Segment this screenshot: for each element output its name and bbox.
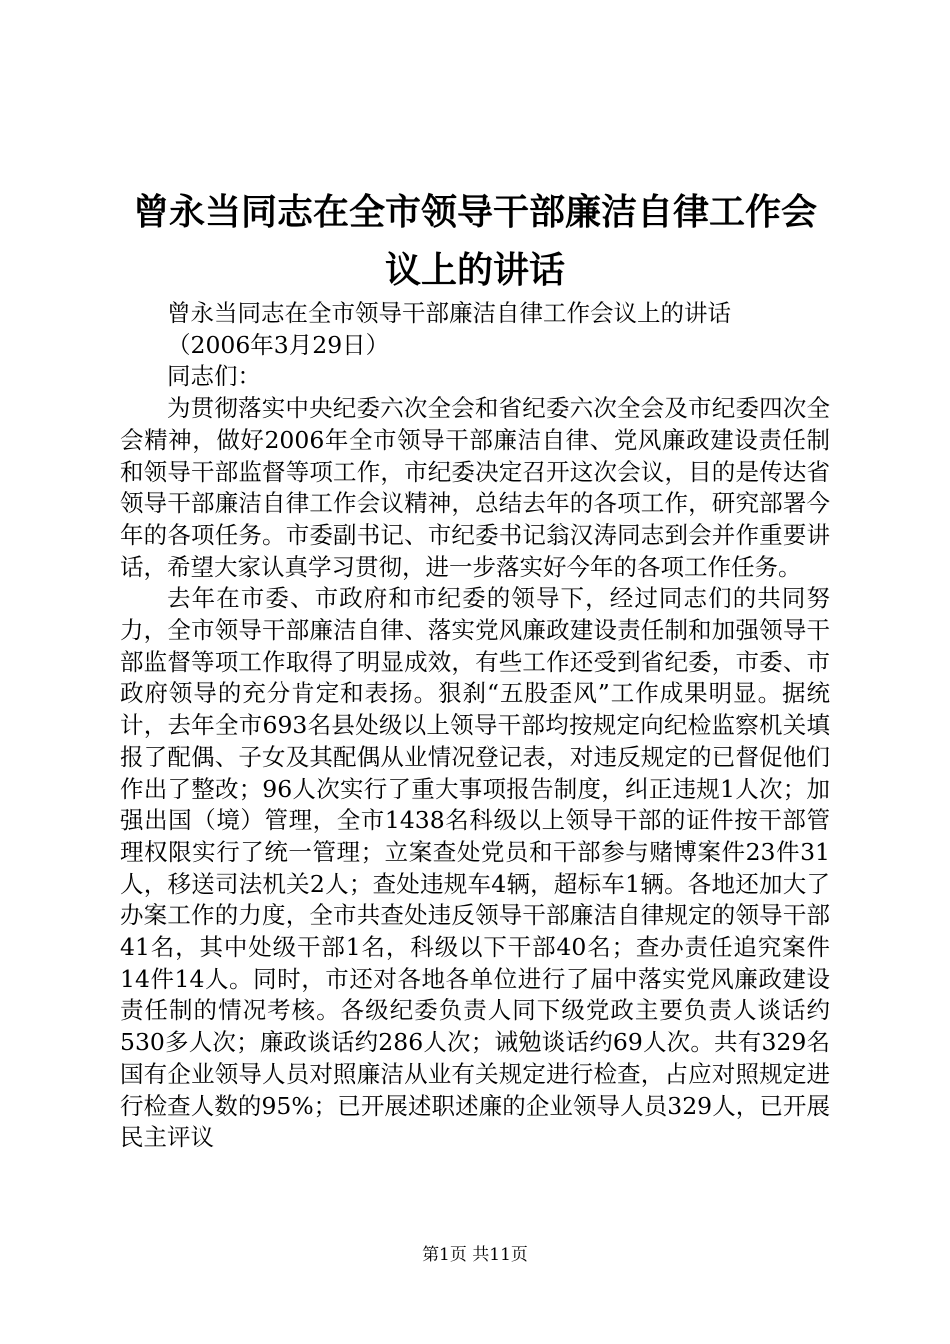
body-paragraph-2: 去年在市委、市政府和市纪委的领导下，经过同志们的共同努力，全市领导干部廉洁自律、落实党风廉政建设责任制和加强领导干部监督等项工作取得了明显成效，有些工作还受到省纪委，市委、市政府领导的充分肯定和表扬。狠刹“五股歪风”工作成果明显。据统计，去年全市693名县处级以上领导干部均按规定向纪检监察机关填报了配偶、子女及其配偶从业情况登记表，对违反规定的已督促他们作出了整改；96人次实行了重大事项报告制度，纠正违规1人次；加强出国（境）管理，全市1438名科级以上领导干部的证件按干部管理权限实行了统一管理；立案查处党员和干部参与赌博案件23件31人，移送司法机关2人；查处违规车4辆，超标车1辆。各地还加大了办案工作的力度，全市共查处违反领导干部廉洁自律规定的领导干部41名，其中处级干部1名，科级以下干部40名；查办责任追究案件14件14人。同时，市还对各地各单位进行了届中落实党风廉政建设责任制的情况考核。各级纪委负责人同下级党政主要负责人谈话约530多人次；廉政谈话约286人次；诫勉谈话约69人次。共有329名国有企业领导人员对照廉洁从业有关规定进行检查，占应对照规定进行检查人数的95%；已开展述职述廉的企业领导人员329人，已开展民主评议 [120, 584, 830, 1152]
document-subtitle: 曾永当同志在全市领导干部廉洁自律工作会议上的讲话 [167, 299, 731, 327]
document-body [120, 298, 830, 1154]
page-footer: 第1页 共11页 [422, 1245, 528, 1265]
document-date: （2006年3月29日） [167, 330, 390, 359]
salutation: 同志们： [167, 362, 261, 391]
body-paragraph-1: 为贯彻落实中央纪委六次全会和省纪委六次全会及市纪委四次全会精神，做好2006年全市领导干部廉洁自律、党风廉政建设责任制和领导干部监督等项工作，市纪委决定召开这次会议，目的是传达省领导干部廉洁自律工作会议精神，总结去年的各项工作，研究部署今年的各项任务。市委副书记、市纪委书记翁汉涛同志到会并作重要讲话，希望大家认真学习贯彻，进一步落实好今年的各项工作任务。 [120, 394, 830, 581]
document-title: 曾永当同志在全市领导干部廉洁自律工作会议上的讲话 [132, 192, 817, 291]
